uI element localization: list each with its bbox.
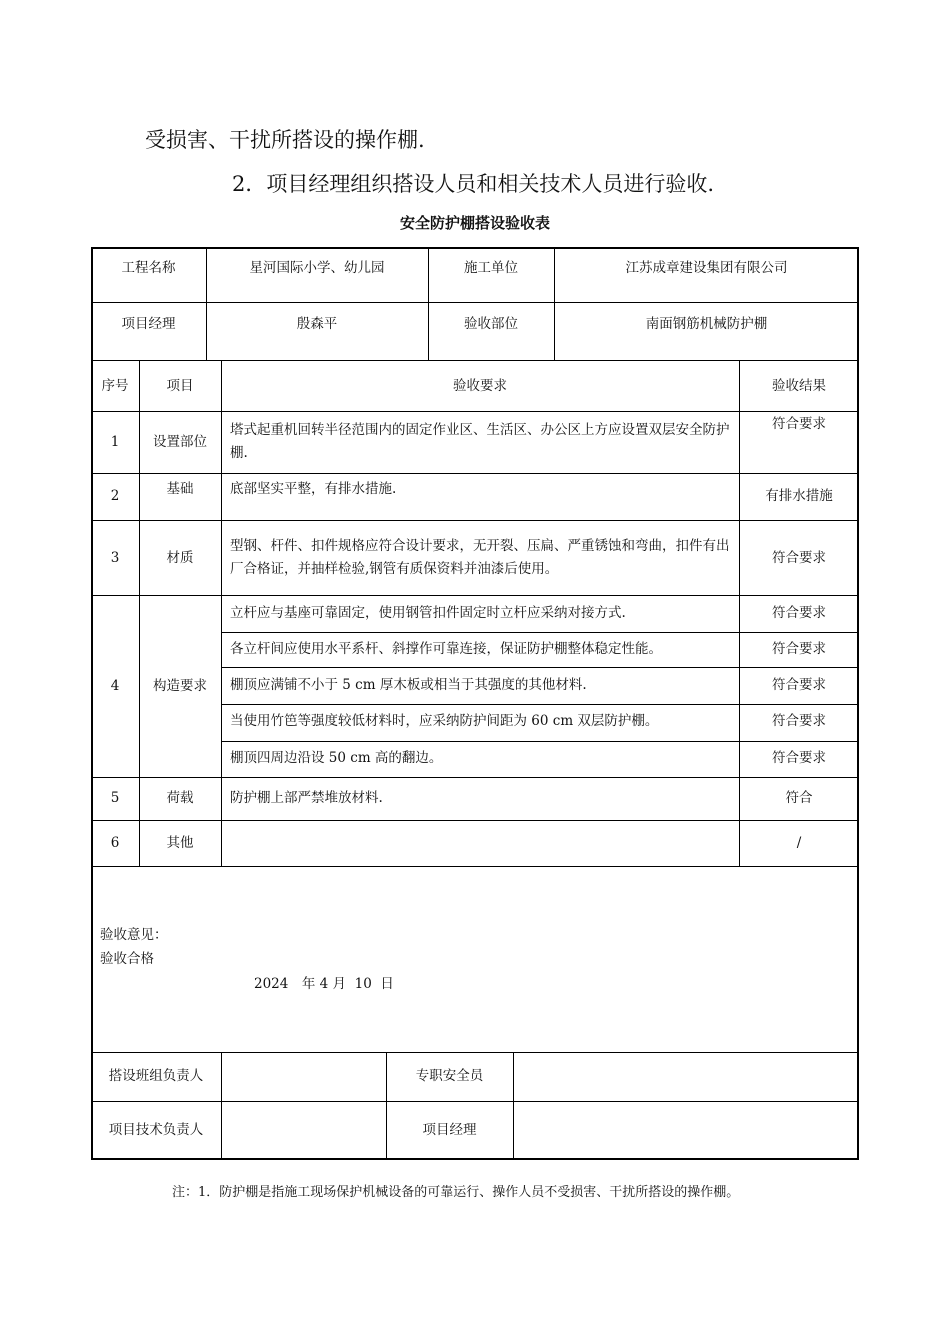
location-label: 验收部位 bbox=[464, 316, 518, 332]
row-4-item: 构造要求 bbox=[153, 678, 207, 694]
row-divider bbox=[91, 777, 859, 778]
row-4-sub-4-result: 符合要求 bbox=[772, 713, 826, 729]
row-4-sub-3-requirement: 棚顶应满铺不小于 5 cm 厚木板或相当于其强度的其他材料. bbox=[230, 677, 587, 693]
safety-officer-label: 专职安全员 bbox=[415, 1068, 484, 1084]
row-divider bbox=[91, 360, 859, 361]
row-4-sub-3-result: 符合要求 bbox=[772, 677, 826, 693]
sub-row-divider bbox=[221, 704, 859, 705]
row-3-requirement: 型钢、杆件、扣件规格应符合设计要求，无开裂、压扁、严重锈蚀和弯曲，扣件有出厂合格证，并抽样检验,钢管有质保资料并油漆后使用。 bbox=[230, 538, 730, 577]
col-head-item: 项目 bbox=[166, 378, 194, 394]
row-2-requirement: 底部坚实平整，有排水措施. bbox=[230, 481, 397, 497]
row-6-result: / bbox=[796, 835, 802, 851]
row-divider bbox=[91, 820, 859, 821]
col-head-no: 序号 bbox=[101, 378, 129, 394]
intro-line-2: 2．项目经理组织搭设人员和相关技术人员进行验收. bbox=[232, 172, 715, 196]
row-2-no: 2 bbox=[110, 488, 120, 504]
tech-lead-label: 项目技术负责人 bbox=[108, 1122, 204, 1138]
row-divider bbox=[91, 1052, 859, 1053]
row-2-result: 有排水措施 bbox=[765, 488, 833, 504]
row-4-sub-4-requirement: 当使用竹笆等强度较低材料时，应采纳防护间距为 60 cm 双层防护棚。 bbox=[230, 713, 659, 729]
opinion-label: 验收意见： bbox=[100, 927, 168, 943]
project-name-value: 星河国际小学、幼儿园 bbox=[249, 260, 385, 276]
row-divider bbox=[91, 595, 859, 596]
opinion-text: 验收合格 bbox=[100, 951, 154, 967]
row-3-item: 材质 bbox=[166, 550, 194, 566]
row-3-result: 符合要求 bbox=[772, 550, 826, 566]
contractor-value: 江苏成章建设集团有限公司 bbox=[625, 260, 788, 276]
row-5-no: 5 bbox=[110, 790, 120, 806]
row-4-sub-1-result: 符合要求 bbox=[772, 605, 826, 621]
row-divider bbox=[91, 473, 859, 474]
project-name-label: 工程名称 bbox=[121, 260, 176, 276]
footnote: 注：1．防护棚是指施工现场保护机械设备的可靠运行、操作人员不受损害、干扰所搭设的操作棚。 bbox=[172, 1185, 740, 1200]
row-1-requirement: 塔式起重机回转半径范围内的固定作业区、生活区、办公区上方应设置双层安全防护棚. bbox=[230, 422, 730, 461]
team-leader-label: 搭设班组负责人 bbox=[108, 1068, 204, 1084]
location-value: 南面钢筋机械防护棚 bbox=[645, 316, 768, 332]
manager-label: 项目经理 bbox=[121, 316, 176, 332]
sub-row-divider bbox=[221, 667, 859, 668]
opinion-date: 2024 年 4 月 10 日 bbox=[254, 976, 394, 992]
row-5-requirement: 防护棚上部严禁堆放材料. bbox=[230, 790, 383, 806]
col-divider bbox=[513, 1052, 514, 1160]
contractor-label: 施工单位 bbox=[464, 260, 518, 276]
row-3-no: 3 bbox=[110, 550, 120, 566]
row-5-item: 荷载 bbox=[166, 790, 194, 806]
manager-value: 殷森平 bbox=[296, 316, 338, 332]
row-4-sub-5-requirement: 棚顶四周边沿设 50 cm 高的翻边。 bbox=[230, 750, 443, 766]
sub-row-divider bbox=[221, 741, 859, 742]
row-4-sub-5-result: 符合要求 bbox=[772, 750, 826, 766]
col-head-requirement: 验收要求 bbox=[453, 378, 507, 394]
row-divider bbox=[91, 411, 859, 412]
row-1-no: 1 bbox=[110, 434, 120, 450]
row-divider bbox=[91, 520, 859, 521]
sub-row-divider bbox=[221, 632, 859, 633]
row-4-sub-1-requirement: 立杆应与基座可靠固定，使用钢管扣件固定时立杆应采纳对接方式. bbox=[230, 605, 626, 621]
col-divider bbox=[221, 1052, 222, 1160]
intro-line-1: 受损害、干扰所搭设的操作棚. bbox=[145, 128, 425, 152]
row-divider bbox=[91, 1101, 859, 1102]
row-2-item: 基础 bbox=[166, 481, 194, 497]
row-1-result: 符合要求 bbox=[772, 416, 826, 432]
row-5-result: 符合 bbox=[785, 790, 813, 806]
row-4-no: 4 bbox=[110, 678, 120, 694]
row-6-no: 6 bbox=[110, 835, 120, 851]
col-divider bbox=[221, 360, 222, 866]
col-head-result: 验收结果 bbox=[772, 378, 826, 394]
row-6-item: 其他 bbox=[166, 835, 194, 851]
row-1-item: 设置部位 bbox=[153, 434, 207, 450]
form-title: 安全防护棚搭设验收表 bbox=[399, 214, 550, 232]
row-4-sub-2-requirement: 各立杆间应使用水平系杆、斜撑作可靠连接，保证防护棚整体稳定性能。 bbox=[230, 641, 662, 657]
row-divider bbox=[91, 866, 859, 867]
row-4-sub-2-result: 符合要求 bbox=[772, 641, 826, 657]
project-manager-sign-label: 项目经理 bbox=[422, 1122, 477, 1138]
